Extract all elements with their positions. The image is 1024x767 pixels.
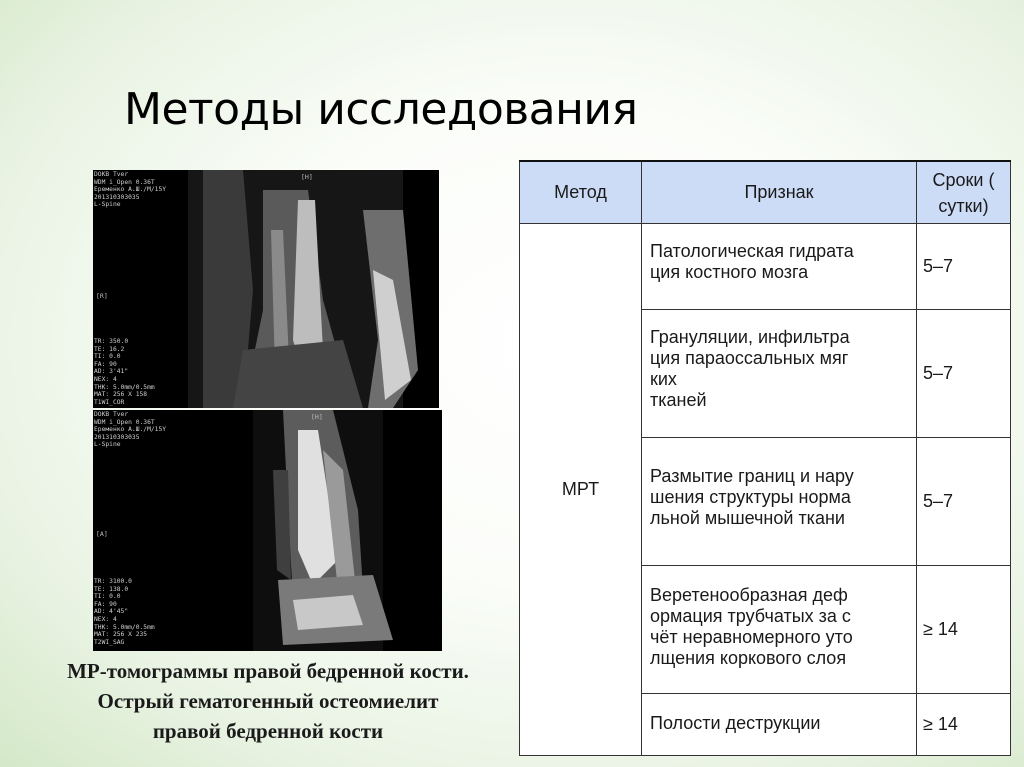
term-cell: 5–7 — [917, 438, 1011, 566]
mri2-side-marker: [A] — [96, 530, 108, 538]
mri1-meta: DOKB Tver WDM i_Open 0.36T Еременко А.Ш./М/15Y 201310303035 L-Spine — [94, 171, 167, 209]
mri1-params: TR: 350.0 TE: 16.2 TI: 0.0 FA: 90 AD: 3'41" NEX: 4 THK: 5.0mm/0.5mm MAT: 256 X 158 T1WI_COR — [94, 338, 155, 406]
sign-cell: Грануляции, инфильтра ция параоссальных мяг ких тканей — [642, 310, 917, 438]
slide-title: Методы исследования — [124, 84, 638, 135]
caption-line-1: МР-томограммы правой бедренной кости. — [67, 659, 469, 683]
caption-line-2: Острый гематогенный остеомиелит — [97, 689, 439, 713]
header-term: Сроки ( сутки) — [917, 161, 1011, 224]
sign-cell: Полости деструкции — [642, 694, 917, 756]
mri2-params: TR: 3100.0 TE: 138.0 TI: 0.0 FA: 90 AD: 4'45" NEX: 4 THK: 5.0mm/0.5mm MAT: 256 X 235 T2WI_SAG — [94, 578, 155, 646]
mri-image-coronal — [93, 170, 439, 408]
mri-image-sagittal — [93, 410, 442, 651]
header-method: Метод — [520, 161, 642, 224]
methods-table — [519, 160, 1011, 756]
mri1-side-marker: [R] — [96, 292, 108, 300]
term-cell: ≥ 14 — [917, 566, 1011, 694]
image-caption — [14, 656, 522, 746]
mri2-meta: DOKB Tver WDM i_Open 0.36T Еременко А.Ш./М/15Y 201310303035 L-Spine — [94, 411, 167, 449]
mri2-top-marker: [H] — [311, 413, 323, 421]
table-row — [520, 224, 1011, 310]
caption-line-3: правой бедренной кости — [152, 719, 384, 743]
table-header-row — [520, 161, 1011, 224]
mri1-top-marker: [H] — [301, 173, 313, 181]
header-sign: Признак — [642, 161, 917, 224]
term-cell: 5–7 — [917, 310, 1011, 438]
term-cell: 5–7 — [917, 224, 1011, 310]
sign-cell: Веретенообразная деф ормация трубчатых за с чёт неравномерного уто лщения коркового слоя — [642, 566, 917, 694]
term-cell: ≥ 14 — [917, 694, 1011, 756]
method-cell: МРТ — [520, 224, 642, 756]
sign-cell: Размытие границ и нару шения структуры норма льной мышечной ткани — [642, 438, 917, 566]
sign-cell: Патологическая гидрата ция костного мозга — [642, 224, 917, 310]
